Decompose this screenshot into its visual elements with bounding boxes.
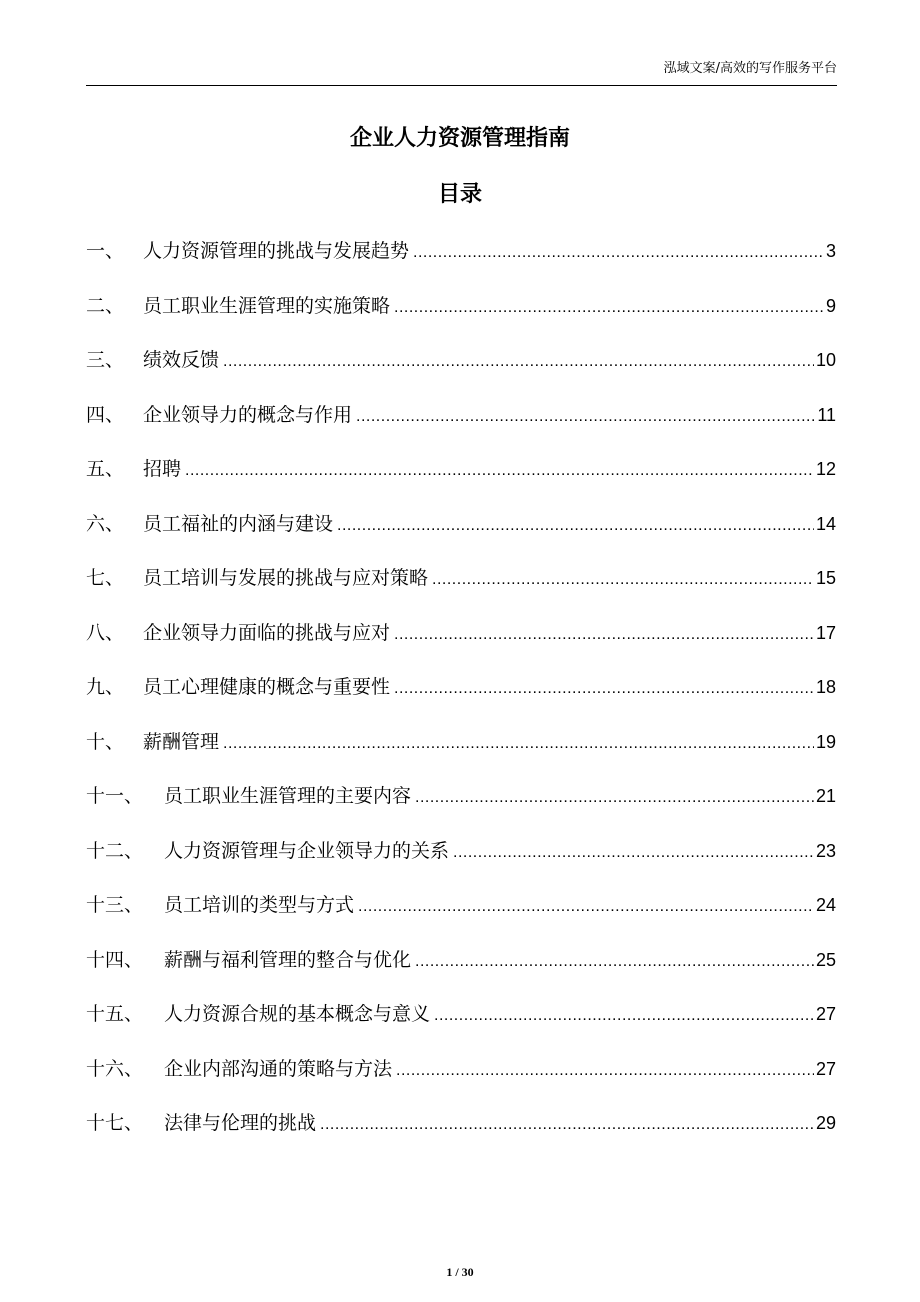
toc-entry-title: 员工心理健康的概念与重要性 [143,676,391,698]
toc-entry-number: 十五、 [86,1003,144,1025]
toc-entry-number: 十六、 [86,1057,144,1080]
toc-entry[interactable] [86,454,836,509]
toc-entry-page: 3 [825,241,836,261]
toc-entry-title: 绩效反馈 [143,349,220,371]
toc-entry-number: 八、 [86,621,125,644]
toc-entry-page: 9 [825,295,836,316]
table-of-contents [86,236,836,1163]
toc-entry-title: 薪酬管理 [143,730,220,753]
toc-entry-title: 企业内部沟通的策略与方法 [164,1057,393,1080]
toc-entry-title: 企业领导力面临的挑战与应对 [143,621,391,644]
toc-leader-dots [185,456,814,486]
toc-entry-page: 29 [815,1113,836,1133]
page-number-footer: 1 / 30 [446,1265,474,1279]
toc-leader-dots [415,947,814,977]
toc-entry[interactable] [86,999,836,1054]
toc-entry-page: 25 [815,949,836,970]
toc-entry-title: 员工职业生涯管理的主要内容 [164,785,412,807]
toc-entry-title: 员工培训的类型与方式 [164,894,355,916]
toc-entry-number: 十七、 [86,1112,144,1134]
toc-entry-page: 15 [815,568,836,588]
toc-leader-dots [223,347,814,377]
toc-entry-page: 10 [815,350,836,370]
page-header-text: 泓域文案/高效的写作服务平台 [663,61,837,76]
toc-leader-dots [415,783,814,813]
toc-entry-title: 招聘 [143,458,182,480]
toc-entry[interactable] [86,1108,836,1163]
toc-entry-page: 12 [815,459,836,479]
toc-entry-page: 17 [815,622,836,643]
toc-entry-number: 十一、 [86,785,144,807]
toc-leader-dots [394,674,814,704]
header-divider [86,85,837,86]
toc-leader-dots [432,565,814,595]
toc-entry-number: 五、 [86,458,125,480]
toc-entry-page: 11 [817,404,836,425]
toc-entry[interactable] [86,836,836,891]
toc-entry[interactable] [86,563,836,618]
toc-entry-number: 二、 [86,294,125,317]
toc-leader-dots [337,511,814,541]
toc-entry-number: 十、 [86,730,125,753]
toc-entry-title: 法律与伦理的挑战 [164,1112,317,1134]
toc-entry[interactable] [86,781,836,836]
toc-entry-title: 薪酬与福利管理的整合与优化 [164,948,412,971]
toc-entry[interactable] [86,727,836,782]
toc-leader-dots [394,293,824,323]
toc-entry[interactable] [86,672,836,727]
toc-entry-number: 十二、 [86,839,144,862]
toc-entry-number: 七、 [86,567,125,589]
toc-entry-title: 人力资源管理的挑战与发展趋势 [143,240,410,262]
toc-entry-title: 员工职业生涯管理的实施策略 [143,294,391,317]
toc-leader-dots [434,1001,814,1031]
toc-entry[interactable] [86,345,836,400]
toc-entry[interactable] [86,400,836,455]
toc-entry-title: 员工福祉的内涵与建设 [143,512,334,535]
document-title: 企业人力资源管理指南 [349,126,570,151]
toc-leader-dots [394,620,814,650]
toc-leader-dots [320,1110,814,1140]
toc-entry-number: 四、 [86,403,125,426]
toc-entry-number: 十三、 [86,894,144,916]
toc-entry[interactable] [86,1054,836,1109]
toc-leader-dots [396,1056,814,1086]
toc-entry[interactable] [86,236,836,291]
toc-entry[interactable] [86,890,836,945]
toc-heading: 目录 [437,182,482,207]
toc-entry-number: 十四、 [86,948,144,971]
toc-leader-dots [413,238,824,268]
toc-entry[interactable] [86,945,836,1000]
toc-entry-title: 人力资源管理与企业领导力的关系 [164,839,450,862]
toc-entry[interactable] [86,618,836,673]
toc-entry-number: 六、 [86,512,125,535]
toc-leader-dots [453,838,814,868]
toc-entry-number: 九、 [86,676,125,698]
toc-entry[interactable] [86,509,836,564]
toc-entry-number: 三、 [86,349,125,371]
toc-entry-page: 19 [815,731,836,752]
toc-leader-dots [223,729,814,759]
toc-entry-title: 员工培训与发展的挑战与应对策略 [143,567,429,589]
toc-entry-title: 人力资源合规的基本概念与意义 [164,1003,431,1025]
toc-entry-page: 27 [815,1004,836,1024]
toc-entry-page: 23 [815,840,836,861]
toc-leader-dots [358,892,814,922]
toc-entry-page: 18 [815,677,836,697]
toc-entry-page: 24 [815,895,836,915]
toc-entry-page: 27 [815,1058,836,1079]
toc-entry-page: 14 [815,513,836,534]
toc-entry-title: 企业领导力的概念与作用 [143,403,353,426]
toc-entry[interactable] [86,291,836,346]
toc-entry-number: 一、 [86,240,125,262]
toc-leader-dots [356,402,815,432]
toc-entry-page: 21 [815,786,836,806]
